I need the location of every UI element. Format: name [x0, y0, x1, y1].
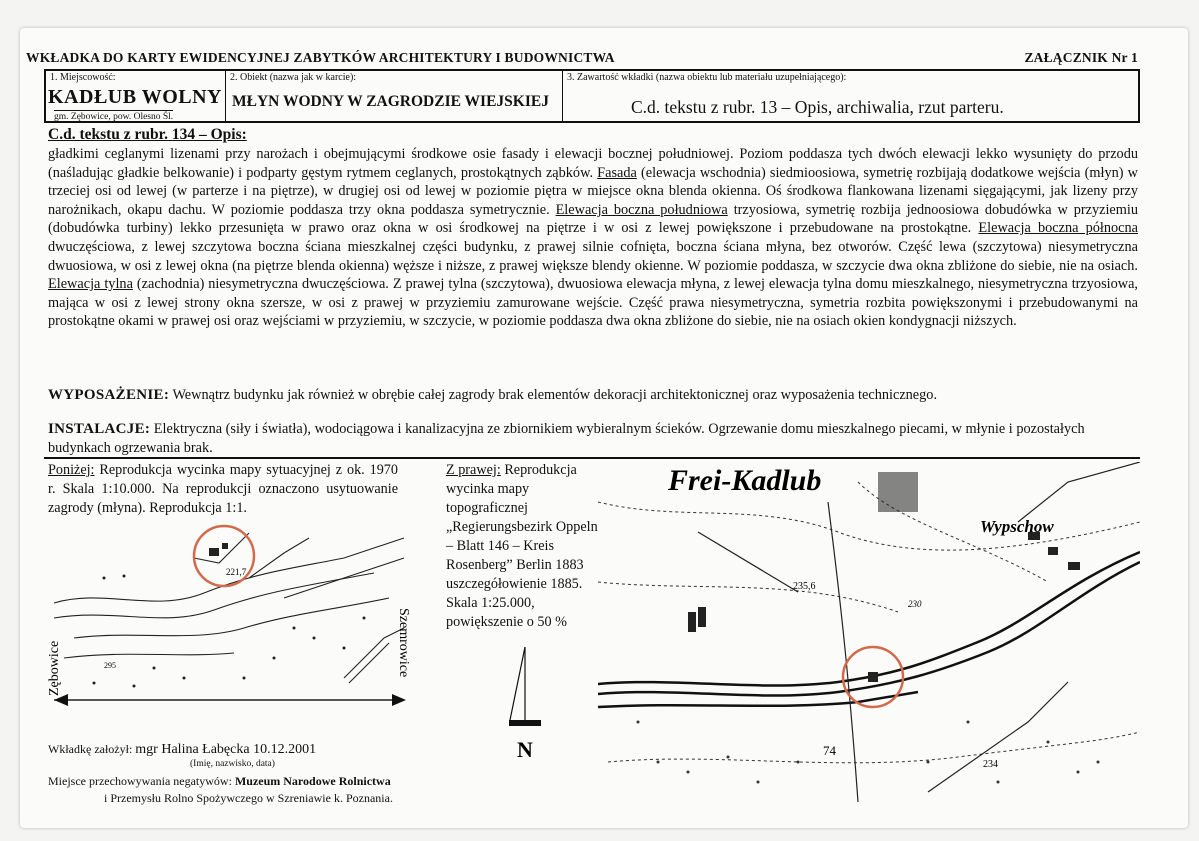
author-value: mgr Halina Łabęcka 10.12.2001	[135, 742, 317, 757]
description-part-1: gładkimi ceglanymi lizenami przy narożach i obejmującymi środkowe osie fasady i elewacji bocznej południowej. Poziom poddasza tych dwóch elewacji lekko wysunięty do przodu (naśladując gładkie belkowanie) i podparty gęstym rytmem ceglanych, prostokątnych ząbków.	[48, 146, 1138, 181]
mill-location-circle	[194, 526, 254, 586]
map-title-frei-kadlub: Frei-Kadlub	[668, 464, 822, 497]
facade-term: Fasada	[597, 164, 637, 181]
situational-map	[44, 518, 424, 718]
szemrowice-label: Szemrowice	[396, 608, 411, 678]
installations-section	[48, 420, 1138, 457]
section-divider	[44, 457, 1140, 459]
left-caption	[48, 461, 398, 518]
map-village-label: Wypschow	[980, 517, 1054, 536]
map-mark-height: 295	[104, 661, 116, 670]
description-part-4: dwuczęściowa, z lewej szczytowa boczna ściana mieszkalnej części budynku, z prawej silnie cofnięta, boczna ściana młyna, bez otworów. Część lewa (szczytowa) niesymetryczna dwuosiowa, w osi z lewej okna (na piętrze blenda okienna) węższe i niższe, z prawej większe blendy okienne. W poziomie poddasza, w szczycie dwa okna zbliżone do siebie, nie na osiach.	[48, 238, 1138, 274]
topo-mark-elevation-2: 230	[908, 599, 922, 609]
content-cell	[563, 71, 1138, 121]
left-caption-lead: Poniżej:	[48, 462, 95, 478]
description-part-2: (elewacja wschodnia) siedmioosiowa, symetrię rozbijają dodatkowe wejścia (młyn) w trzeciej osi od lewej (w parterze i na piętrze), w drugiej osi od lewej w poziomie piętra w miejsce okna blenda okienna. Oś środkowa flankowana lizenami sięgającymi, jak lizeny przy narożnikach, okapu dachu. W poziomie poddasza trzy okna poddasza symetrycznie.	[48, 164, 1138, 218]
description-part-5: (zachodnia) niesymetryczna dwuczęściowa. Z prawej tylna (szczytowa), dwuosiowa elewacja młyna, z lewej elewacja tylna domu mieszkalnego, niesymetryczna trzyosiowa, mająca w osi z lewej strony okna szersze, w osi z prawej w przyziemiu zamurowane wejście. Część prawa niesymetryczna, symetria rozbita powiększonymi i przebudowanymi na prostokątne okami w prawej osi oraz wejściami w przyziemiu, w szczycie, w poziomie poddasza dwa okna zbliżone do siebie, nie na osiach okien kondygnacji niższych.	[48, 276, 1139, 330]
object-cell	[226, 71, 563, 121]
topographic-map	[598, 462, 1140, 802]
right-caption-lead: Z prawej:	[446, 462, 501, 478]
author-hint: (Imię, nazwisko, data)	[190, 759, 275, 769]
storage-label: Miejsce przechowywania negatywów:	[48, 774, 232, 788]
locality-cell	[46, 71, 226, 121]
left-caption-text: Reprodukcja wycinka mapy sytuacyjnej z ok. 1970 r. Skala 1:10.000. Na reprodukcji oznaczono usytuowanie zagrody (młyna). Reprodukcja 1:1.	[48, 462, 398, 516]
object-label: 2. Obiekt (nazwa jak w karcie):	[230, 72, 357, 83]
description-part-3: trzyosiowa, symetrię rozbija jednoosiowa dobudówka w przyziemiu (dobudówka turbiny) lekko przesunięta w prawo oraz okna w osi środkowej na piętrze i w osi z lewej powiększone i przebudowane na prostokątne.	[48, 201, 1138, 237]
topo-mark-elevation-3: 234	[983, 759, 998, 770]
metadata-table	[44, 69, 1140, 123]
description-text	[48, 145, 1138, 331]
document-title: WKŁADKA DO KARTY EWIDENCYJNEJ ZABYTKÓW ARCHITEKTURY I BUDOWNICTWA	[26, 50, 615, 65]
content-label: 3. Zawartość wkładki (nazwa obiektu lub materiału uzupełniającego):	[567, 72, 847, 83]
arrow-right-icon	[392, 694, 406, 706]
description-heading: C.d. tekstu z rubr. 134 – Opis:	[48, 126, 247, 143]
storage-line-1: Muzeum Narodowe Rolnictwa	[234, 774, 391, 788]
locality-value: KADŁUB WOLNY	[48, 86, 222, 108]
equipment-text: Wewnątrz budynku jak również w obrębie całej zagrody brak elementów dekoracji architektonicznej oraz wyposażenia technicznego.	[169, 387, 938, 403]
locality-label: 1. Miejscowość:	[50, 72, 116, 83]
right-caption	[446, 461, 598, 632]
annex-number: ZAŁĄCZNIK Nr 1	[1024, 50, 1138, 65]
right-caption-text: Reprodukcja wycinka mapy topograficznej „Regierungsbezirk Oppeln – Blatt 146 – Kreis Rosenberg” Berlin 1883 uszczegółowienie 1885. Skala 1:25.000, powiększenie o 50 %	[446, 462, 598, 630]
south-elevation-term: Elewacja boczna południowa	[555, 201, 728, 218]
equipment-section	[48, 386, 1138, 405]
author-line	[48, 742, 316, 758]
object-value: MŁYN WODNY W ZAGRODZIE WIEJSKIEJ	[232, 93, 549, 110]
equipment-label: WYPOSAŻENIE:	[48, 387, 170, 403]
topo-mark-elevation-1: 235,6	[793, 581, 816, 592]
rear-elevation-term: Elewacja tylna	[48, 276, 133, 293]
north-arrow	[505, 645, 545, 760]
locality-subtext: gm. Zębowice, pow. Olesno Śl.	[54, 112, 174, 122]
map-mark-elevation: 221,7	[226, 567, 247, 577]
document-header	[26, 50, 1138, 66]
storage-line-2: i Przemysłu Rolno Spożywczego w Szreniawie k. Poznania.	[104, 791, 393, 805]
author-label: Wkładkę założył:	[48, 742, 133, 756]
north-label: N	[517, 737, 533, 760]
storage-line	[48, 774, 391, 789]
installations-text: Elektryczna (siły i światła), wodociągowa i kanalizacyjna ze zbiornikiem wybieralnym ścieków. Ogrzewanie domu mieszkalnego piecami, w młynie i pozostałych budynkach ogrzewania brak.	[48, 421, 1085, 456]
zebowice-label: Zębowice	[47, 640, 62, 696]
installations-label: INSTALACJE:	[48, 421, 151, 437]
topo-mark-number: 74	[823, 743, 836, 758]
north-elevation-term: Elewacja boczna północna	[978, 220, 1139, 237]
content-value: C.d. tekstu z rubr. 13 – Opis, archiwalia, rzut parteru.	[631, 97, 1004, 117]
